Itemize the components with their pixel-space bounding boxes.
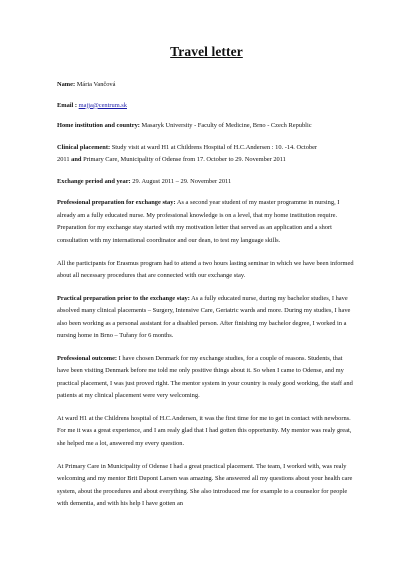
document-title: Travel letter [170,44,243,59]
clinical-placement-line-2 [57,154,356,166]
home-institution-value: Masaryk University - Faculty of Medicine, Brno - Czech Republic [141,122,312,130]
clinical-placement-label: Clinical placement: [57,143,111,151]
paragraph-ward-h1 [57,413,356,450]
paragraph-practical-preparation [57,293,356,343]
clinical-placement-value-2: Primary Care, Municipality of Odense from 17. October to 29. November 2011 [83,155,286,163]
paragraph-heading: Practical preparation prior to the exchange stay: [57,294,190,302]
paragraph-text: At Primary Care in Municipality of Odense I had a great practical placement. The team, I worked with, was realy welcoming and my mentor Brit Dupont Larsen was amazing. She answered all my questions about your health care system, about the procedures and about everything. She also introduced me for example to a counselor for people with dementia, and with his help I have gotten an [57,462,353,507]
paragraph-erasmus-seminar [57,258,356,283]
paragraph-text: As a second year student of my master programme in nursing, I already am a fully educated nurse. My professional knowledge is on a level, that my home institution require. Preparation for my exchange stay started with my motivation letter that served as an application and a short consultation with my international coordinator and our dean, to test my language skills. [57,199,340,244]
email-line [57,101,356,111]
name-line [57,80,356,90]
paragraph-primary-care [57,461,356,511]
name-label: Name: [57,81,76,88]
clinical-placement-and: and [71,155,82,163]
home-institution-line [57,121,356,131]
clinical-placement-year: 2011 [57,155,70,163]
exchange-period-value: 29. August 2011 – 29. November 2011 [132,177,232,185]
paragraph-heading: Professional outcome: [57,354,118,362]
email-link[interactable]: majja@centrum.sk [78,101,127,109]
paragraph-text: As a fully educated nurse, during my bachelor studies, I have absolved many clinical placements – Surgery, Intensive Care, Geriatric wards and more. During my studies, I have also been working as a personal assistant for a disabled person. After finishing my bachelor degree, I worked in a nursing home in Brno – Tuřany for 6 months. [57,294,351,340]
paragraph-professional-outcome [57,353,356,403]
clinical-placement-value-1: Study visit at ward H1 at Childrens Hospital of H.C.Andersen : 10. -14. October [111,143,318,151]
exchange-period-line [57,177,356,187]
clinical-placement-line-1 [57,142,356,154]
paragraph-text: All the participants for Erasmus program had to attend a two hours lasting seminar in which we have been informed about all necessary procedures that are connected with our exchange stay. [57,259,354,279]
paragraph-text: At ward H1 at the Childrens hospital of H.C.Andersen, it was the first time for me to get in contact with newborns. For me it was a great experience, and I am realy glad that I had gotten this opportunity. My mentor was realy great, she helped me a lot, answered my every question. [57,415,352,447]
exchange-period-label: Exchange period and year: [57,177,131,185]
name-value: Mária Vančová [76,81,116,88]
paragraph-text: I have chosen Denmark for my exchange studies, for a couple of reasons. Students, that have been visiting Denmark before me told me only positive things about it. So when I came to Odense, and my practical placement, I was just proved right. The mentor system in your country is realy good working, the staff and patients at my clinical placement were very welcoming. [57,354,353,400]
paragraph-professional-preparation [57,197,356,247]
email-label: Email : [57,101,78,109]
home-institution-label: Home institution and country: [57,122,140,130]
paragraph-heading: Professional preparation for exchange stay: [57,199,176,207]
